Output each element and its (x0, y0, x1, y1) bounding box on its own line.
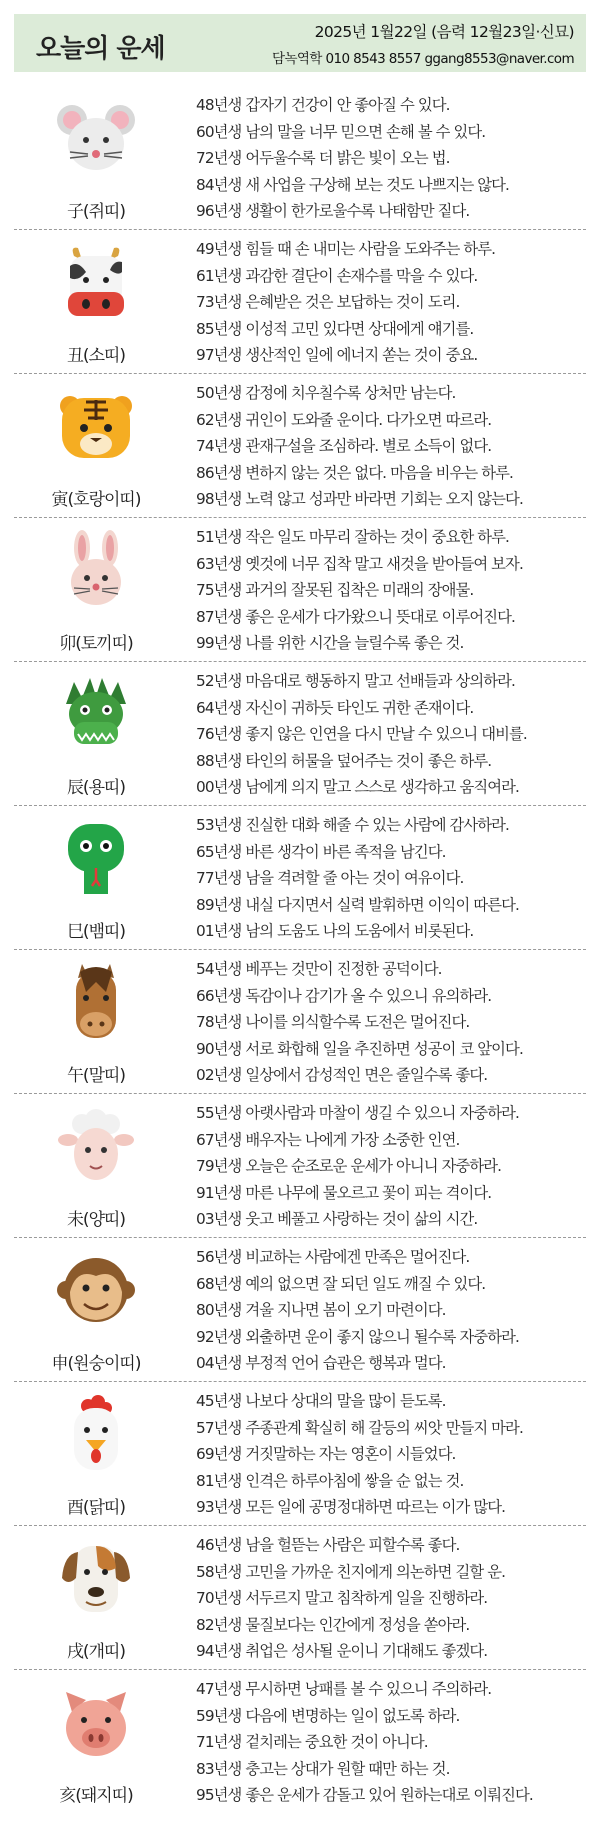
fortune-line: 80년생 겨울 지나면 봄이 오기 마련이다. (196, 1301, 446, 1319)
animal-label: 戌(개띠) (66, 1642, 126, 1662)
fortune-line: 82년생 물질보다는 인간에게 정성을 쏟아라. (196, 1615, 470, 1634)
fortune-row (14, 950, 586, 1094)
tiger-icon (56, 386, 136, 466)
fortune-line: 79년생 오늘은 순조로운 운세가 아니니 자중하라. (196, 1157, 502, 1175)
fortune-line: 98년생 노력 않고 성과만 바라면 기회는 오지 않는다. (196, 490, 523, 508)
fortune-row (14, 230, 586, 374)
fortune-line: 02년생 일상에서 감성적인 면은 줄일수록 좋다. (196, 1066, 488, 1084)
fortune-row (14, 518, 586, 662)
animal-cell (14, 230, 178, 374)
fortune-row (14, 1382, 586, 1526)
fortune-row (14, 1094, 586, 1238)
fortune-row (14, 374, 586, 518)
animal-cell (14, 86, 178, 230)
header-banner (14, 14, 586, 72)
fortune-line: 93년생 모든 일에 공명정대하면 따르는 이가 많다. (196, 1498, 506, 1516)
fortune-lines (196, 956, 586, 1089)
animal-cell (14, 950, 178, 1094)
fortune-line: 55년생 아랫사람과 마찰이 생길 수 있으니 자중하라. (196, 1104, 519, 1122)
contact-line: 담녹역학 010 8543 8557 ggang8553@naver.com (272, 51, 574, 67)
fortune-line: 04년생 부정적 언어 습관은 행복과 멀다. (196, 1354, 446, 1372)
fortune-line: 62년생 귀인이 도와줄 운이다. 다가오면 따르라. (196, 410, 492, 429)
fortune-line: 90년생 서로 화합해 일을 추진하면 성공이 코 앞이다. (196, 1039, 523, 1058)
fortune-line: 97년생 생산적인 일에 에너지 쏟는 것이 중요. (196, 346, 478, 364)
animal-cell (14, 1382, 178, 1526)
fortune-line: 57년생 주종관계 확실히 해 갈등의 씨앗 만들지 마라. (196, 1418, 523, 1437)
fortune-line: 64년생 자신이 귀하듯 타인도 귀한 존재이다. (196, 698, 474, 717)
fortune-line: 51년생 작은 일도 마무리 잘하는 것이 중요한 하루. (196, 528, 510, 546)
fortune-lines (196, 1388, 586, 1521)
fortune-row (14, 662, 586, 806)
fortune-line: 74년생 관재구설을 조심하라. 별로 소득이 없다. (196, 437, 492, 455)
animal-label: 酉(닭띠) (66, 1498, 126, 1518)
animal-cell (14, 518, 178, 662)
fortune-line: 91년생 마른 나무에 물오르고 꽃이 피는 격이다. (196, 1183, 492, 1202)
fortune-line: 56년생 비교하는 사람에겐 만족은 멀어진다. (196, 1248, 470, 1266)
fortune-line: 59년생 다음에 변명하는 일이 없도록 하라. (196, 1706, 460, 1725)
animal-cell (14, 1526, 178, 1670)
fortune-line: 70년생 서두르지 말고 침착하게 일을 진행하라. (196, 1589, 488, 1607)
animal-label: 亥(돼지띠) (59, 1786, 133, 1806)
fortune-line: 88년생 타인의 허물을 덮어주는 것이 좋은 하루. (196, 751, 492, 770)
animal-cell (14, 1094, 178, 1238)
sheep-icon (56, 1106, 136, 1186)
monkey-icon (56, 1250, 136, 1330)
animal-cell (14, 1670, 178, 1814)
fortune-lines (196, 92, 586, 225)
animal-label: 巳(뱀띠) (66, 922, 126, 942)
horse-icon (56, 962, 136, 1042)
fortune-line: 58년생 고민을 가까운 친지에게 의논하면 길할 운. (196, 1562, 506, 1581)
page-title: 오늘의 운세 (36, 34, 165, 64)
fortune-line: 68년생 예의 없으면 잘 되던 일도 깨질 수 있다. (196, 1274, 486, 1293)
date-line: 2025년 1월22일 (음력 12월23일·신묘) (314, 23, 574, 41)
fortune-line: 52년생 마음대로 행동하지 말고 선배들과 상의하라. (196, 672, 515, 690)
fortune-line: 87년생 좋은 운세가 다가왔으니 뜻대로 이루어진다. (196, 607, 515, 626)
ox-icon (56, 242, 136, 322)
fortune-lines (196, 1676, 586, 1809)
fortune-lines (196, 1244, 586, 1377)
fortune-line: 99년생 나를 위한 시간을 늘릴수록 좋은 것. (196, 634, 464, 652)
fortune-lines (196, 1100, 586, 1233)
animal-label: 未(양띠) (66, 1210, 126, 1230)
animal-cell (14, 806, 178, 950)
animal-label: 卯(토끼띠) (59, 634, 133, 654)
fortune-line: 81년생 인격은 하루아침에 쌓을 순 없는 것. (196, 1471, 464, 1490)
fortune-line: 65년생 바른 생각이 바른 족적을 남긴다. (196, 842, 446, 861)
fortune-line: 60년생 남의 말을 너무 믿으면 손해 볼 수 있다. (196, 122, 486, 141)
fortune-lines (196, 524, 586, 657)
animal-label: 丑(소띠) (66, 346, 126, 366)
fortune-line: 75년생 과거의 잘못된 집착은 미래의 장애물. (196, 581, 474, 599)
fortune-line: 73년생 은혜받은 것은 보답하는 것이 도리. (196, 293, 460, 311)
fortune-line: 67년생 배우자는 나에게 가장 소중한 인연. (196, 1130, 460, 1149)
fortune-row (14, 1526, 586, 1670)
fortune-line: 77년생 남을 격려할 줄 아는 것이 여유이다. (196, 869, 464, 887)
rooster-icon (56, 1394, 136, 1474)
fortune-lines (196, 1532, 586, 1665)
fortune-list (14, 86, 586, 1814)
fortune-lines (196, 668, 586, 801)
fortune-line: 01년생 남의 도움도 나의 도움에서 비롯된다. (196, 922, 474, 940)
fortune-line: 54년생 베푸는 것만이 진정한 공덕이다. (196, 960, 442, 978)
fortune-lines (196, 236, 586, 369)
animal-cell (14, 374, 178, 518)
fortune-line: 95년생 좋은 운세가 감돌고 있어 원하는대로 이뤄진다. (196, 1786, 533, 1804)
animal-label: 午(말띠) (66, 1066, 126, 1086)
animal-label: 子(쥐띠) (66, 202, 126, 222)
fortune-line: 96년생 생활이 한가로울수록 나태함만 짙다. (196, 202, 470, 220)
fortune-lines (196, 380, 586, 513)
fortune-lines (196, 812, 586, 945)
animal-label: 申(원숭이띠) (51, 1354, 141, 1374)
animal-cell (14, 1238, 178, 1382)
fortune-line: 69년생 거짓말하는 자는 영혼이 시들었다. (196, 1445, 456, 1463)
fortune-line: 45년생 나보다 상대의 말을 많이 듣도록. (196, 1392, 446, 1410)
snake-icon (56, 818, 136, 898)
fortune-line: 78년생 나이를 의식할수록 도전은 멀어진다. (196, 1013, 470, 1031)
fortune-line: 92년생 외출하면 운이 좋지 않으니 될수록 자중하라. (196, 1327, 519, 1346)
fortune-line: 85년생 이성적 고민 있다면 상대에게 얘기를. (196, 319, 474, 338)
animal-cell (14, 662, 178, 806)
fortune-row (14, 1238, 586, 1382)
rabbit-icon (56, 530, 136, 610)
fortune-line: 86년생 변하지 않는 것은 없다. 마음을 비우는 하루. (196, 463, 513, 482)
fortune-line: 53년생 진실한 대화 해줄 수 있는 사람에 감사하라. (196, 816, 510, 834)
fortune-row (14, 1670, 586, 1814)
animal-label: 辰(용띠) (66, 778, 126, 798)
fortune-row (14, 806, 586, 950)
pig-icon (56, 1682, 136, 1762)
fortune-line: 48년생 갑자기 건강이 안 좋아질 수 있다. (196, 96, 450, 114)
fortune-line: 89년생 내실 다지면서 실력 발휘하면 이익이 따른다. (196, 895, 519, 914)
fortune-line: 83년생 충고는 상대가 원할 때만 하는 것. (196, 1759, 450, 1778)
animal-label: 寅(호랑이띠) (51, 490, 141, 510)
fortune-line: 49년생 힘들 때 손 내미는 사람을 도와주는 하루. (196, 240, 496, 258)
rat-icon (56, 98, 136, 178)
fortune-line: 94년생 취업은 성사될 운이니 기대해도 좋겠다. (196, 1642, 488, 1660)
fortune-row (14, 86, 586, 230)
fortune-line: 03년생 웃고 베풀고 사랑하는 것이 삶의 시간. (196, 1210, 478, 1228)
dog-icon (56, 1538, 136, 1618)
dragon-icon (56, 674, 136, 754)
fortune-line: 47년생 무시하면 낭패를 볼 수 있으니 주의하라. (196, 1680, 492, 1698)
fortune-line: 72년생 어두울수록 더 밝은 빛이 오는 법. (196, 149, 450, 167)
fortune-line: 00년생 남에게 의지 말고 스스로 생각하고 움직여라. (196, 778, 519, 796)
fortune-line: 76년생 좋지 않은 인연을 다시 만날 수 있으니 대비를. (196, 725, 527, 743)
fortune-line: 61년생 과감한 결단이 손재수를 막을 수 있다. (196, 266, 478, 285)
fortune-line: 63년생 옛것에 너무 집착 말고 새것을 받아들여 보자. (196, 554, 523, 573)
fortune-line: 46년생 남을 헐뜯는 사람은 피할수록 좋다. (196, 1536, 460, 1554)
fortune-line: 66년생 독감이나 감기가 올 수 있으니 유의하라. (196, 986, 492, 1005)
fortune-line: 71년생 겉치레는 중요한 것이 아니다. (196, 1733, 428, 1751)
fortune-line: 84년생 새 사업을 구상해 보는 것도 나쁘지는 않다. (196, 175, 510, 194)
fortune-line: 50년생 감정에 치우칠수록 상처만 남는다. (196, 384, 456, 402)
